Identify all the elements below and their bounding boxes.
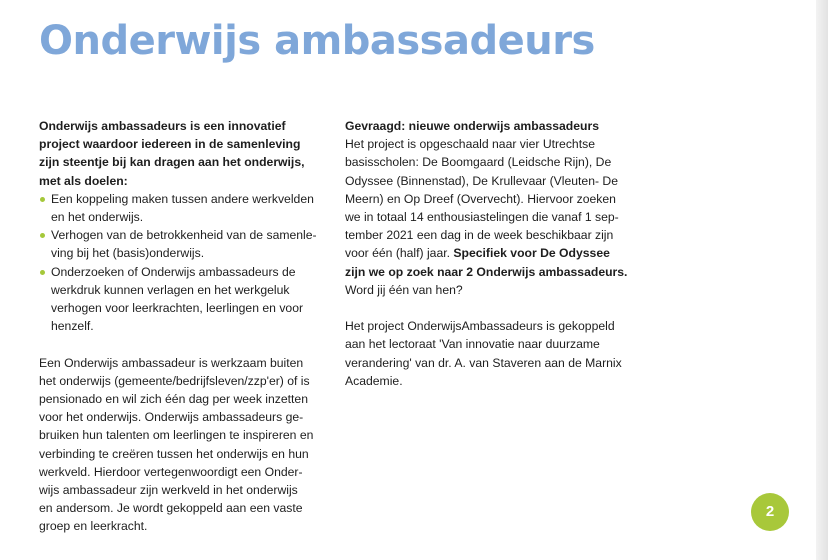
- paragraph-line: wijs ambassadeur zijn werkveld in het onderwijs: [39, 483, 298, 498]
- intro-line: project waardoor iedereen in de samenleving: [39, 137, 301, 152]
- goal-item: [39, 226, 331, 262]
- goal-line: werkdruk kunnen verlagen en het werkgeluk: [51, 282, 290, 297]
- paragraph-line: basisscholen: De Boomgaard (Leidsche Rijn), De: [345, 155, 612, 170]
- paragraph-line: werkveld. Hierdoor vertegenwoordigt een Onder-: [39, 464, 303, 479]
- paragraph-line: en andersom. Je wordt gekoppeld aan een vaste: [39, 501, 303, 516]
- ambassador-description: [39, 354, 331, 536]
- right-column: [345, 117, 635, 390]
- paragraph-line: groep en leerkracht.: [39, 519, 148, 534]
- section-heading: Gevraagd: nieuwe onderwijs ambassadeurs: [345, 119, 599, 133]
- paragraph-line: Odyssee (Binnenstad), De Krullevaar (Vleuten- De: [345, 173, 618, 188]
- paragraph-line: aan het lectoraat 'Van innovatie naar duurzame: [345, 337, 600, 352]
- paragraph-line: Academie.: [345, 373, 403, 388]
- paragraph-line: pensionado en wil zich één dag per week inzetten: [39, 392, 308, 407]
- paragraph-line: Meern) en Op Dreef (Overvecht). Hiervoor zoeken: [345, 191, 616, 206]
- paragraph-line: Het project OnderwijsAmbassadeurs is gekoppeld: [345, 319, 615, 334]
- paragraph-line: Het project is opgeschaald naar vier Utrechtse: [345, 137, 595, 152]
- bullet-dot-icon: [40, 270, 45, 275]
- goal-item: [39, 190, 331, 226]
- paragraph-line: [345, 244, 635, 262]
- paragraph-line: tember 2021 een dag in de week beschikbaar zijn: [345, 228, 614, 243]
- paragraph-line: verbinding te creëren tussen het onderwijs en hun: [39, 446, 309, 461]
- goal-line: Een koppeling maken tussen andere werkvelden: [51, 191, 314, 206]
- goal-line: Onderzoeken of Onderwijs ambassadeurs de: [51, 264, 296, 279]
- paragraph-line: voor het onderwijs. Onderwijs ambassadeurs ge-: [39, 410, 304, 425]
- goal-line: verhogen voor leerkrachten, leerlingen en voor: [51, 301, 304, 316]
- intro-line: met als doelen:: [39, 173, 128, 188]
- paragraph-spacer: [345, 299, 635, 317]
- intro-line: zijn steentje bij kan dragen aan het onderwijs,: [39, 155, 305, 170]
- paragraph-text: voor één (half) jaar.: [345, 246, 454, 261]
- call-to-action: Word jij één van hen?: [345, 282, 463, 297]
- paragraph-line: we in totaal 14 enthousiastelingen die vanaf 1 sep-: [345, 210, 619, 225]
- goal-line: henzelf.: [51, 319, 94, 334]
- odyssee-highlight: zijn we op zoek naar 2 Onderwijs ambassadeurs.: [345, 264, 628, 279]
- paragraph-line: Een Onderwijs ambassadeur is werkzaam buiten: [39, 355, 304, 370]
- goal-item: [39, 263, 331, 336]
- page-number-badge: 2: [751, 493, 789, 531]
- odyssee-highlight: Specifiek voor De Odyssee: [453, 246, 610, 261]
- goal-line: en het onderwijs.: [51, 210, 144, 225]
- project-paragraph: [345, 135, 635, 299]
- left-column: [39, 117, 331, 536]
- goal-line: Verhogen van de betrokkenheid van de samenle-: [51, 228, 317, 243]
- paragraph-spacer: [39, 335, 331, 353]
- bullet-dot-icon: [40, 233, 45, 238]
- goals-list: [39, 190, 331, 336]
- page-title: Onderwijs ambassadeurs: [39, 18, 595, 64]
- intro-line: Onderwijs ambassadeurs is een innovatief: [39, 119, 286, 133]
- intro-text: [39, 117, 331, 190]
- goal-line: ving bij het (basis)onderwijs.: [51, 246, 205, 261]
- paragraph-line: het onderwijs (gemeente/bedrijfsleven/zzp'er) of is: [39, 373, 310, 388]
- page-edge-shadow: [816, 0, 828, 560]
- lectoraat-paragraph: [345, 317, 635, 390]
- paragraph-line: verandering' van dr. A. van Staveren aan de Marnix: [345, 355, 622, 370]
- paragraph-line: bruiken hun talenten om leerlingen te inspireren en: [39, 428, 314, 443]
- bullet-dot-icon: [40, 197, 45, 202]
